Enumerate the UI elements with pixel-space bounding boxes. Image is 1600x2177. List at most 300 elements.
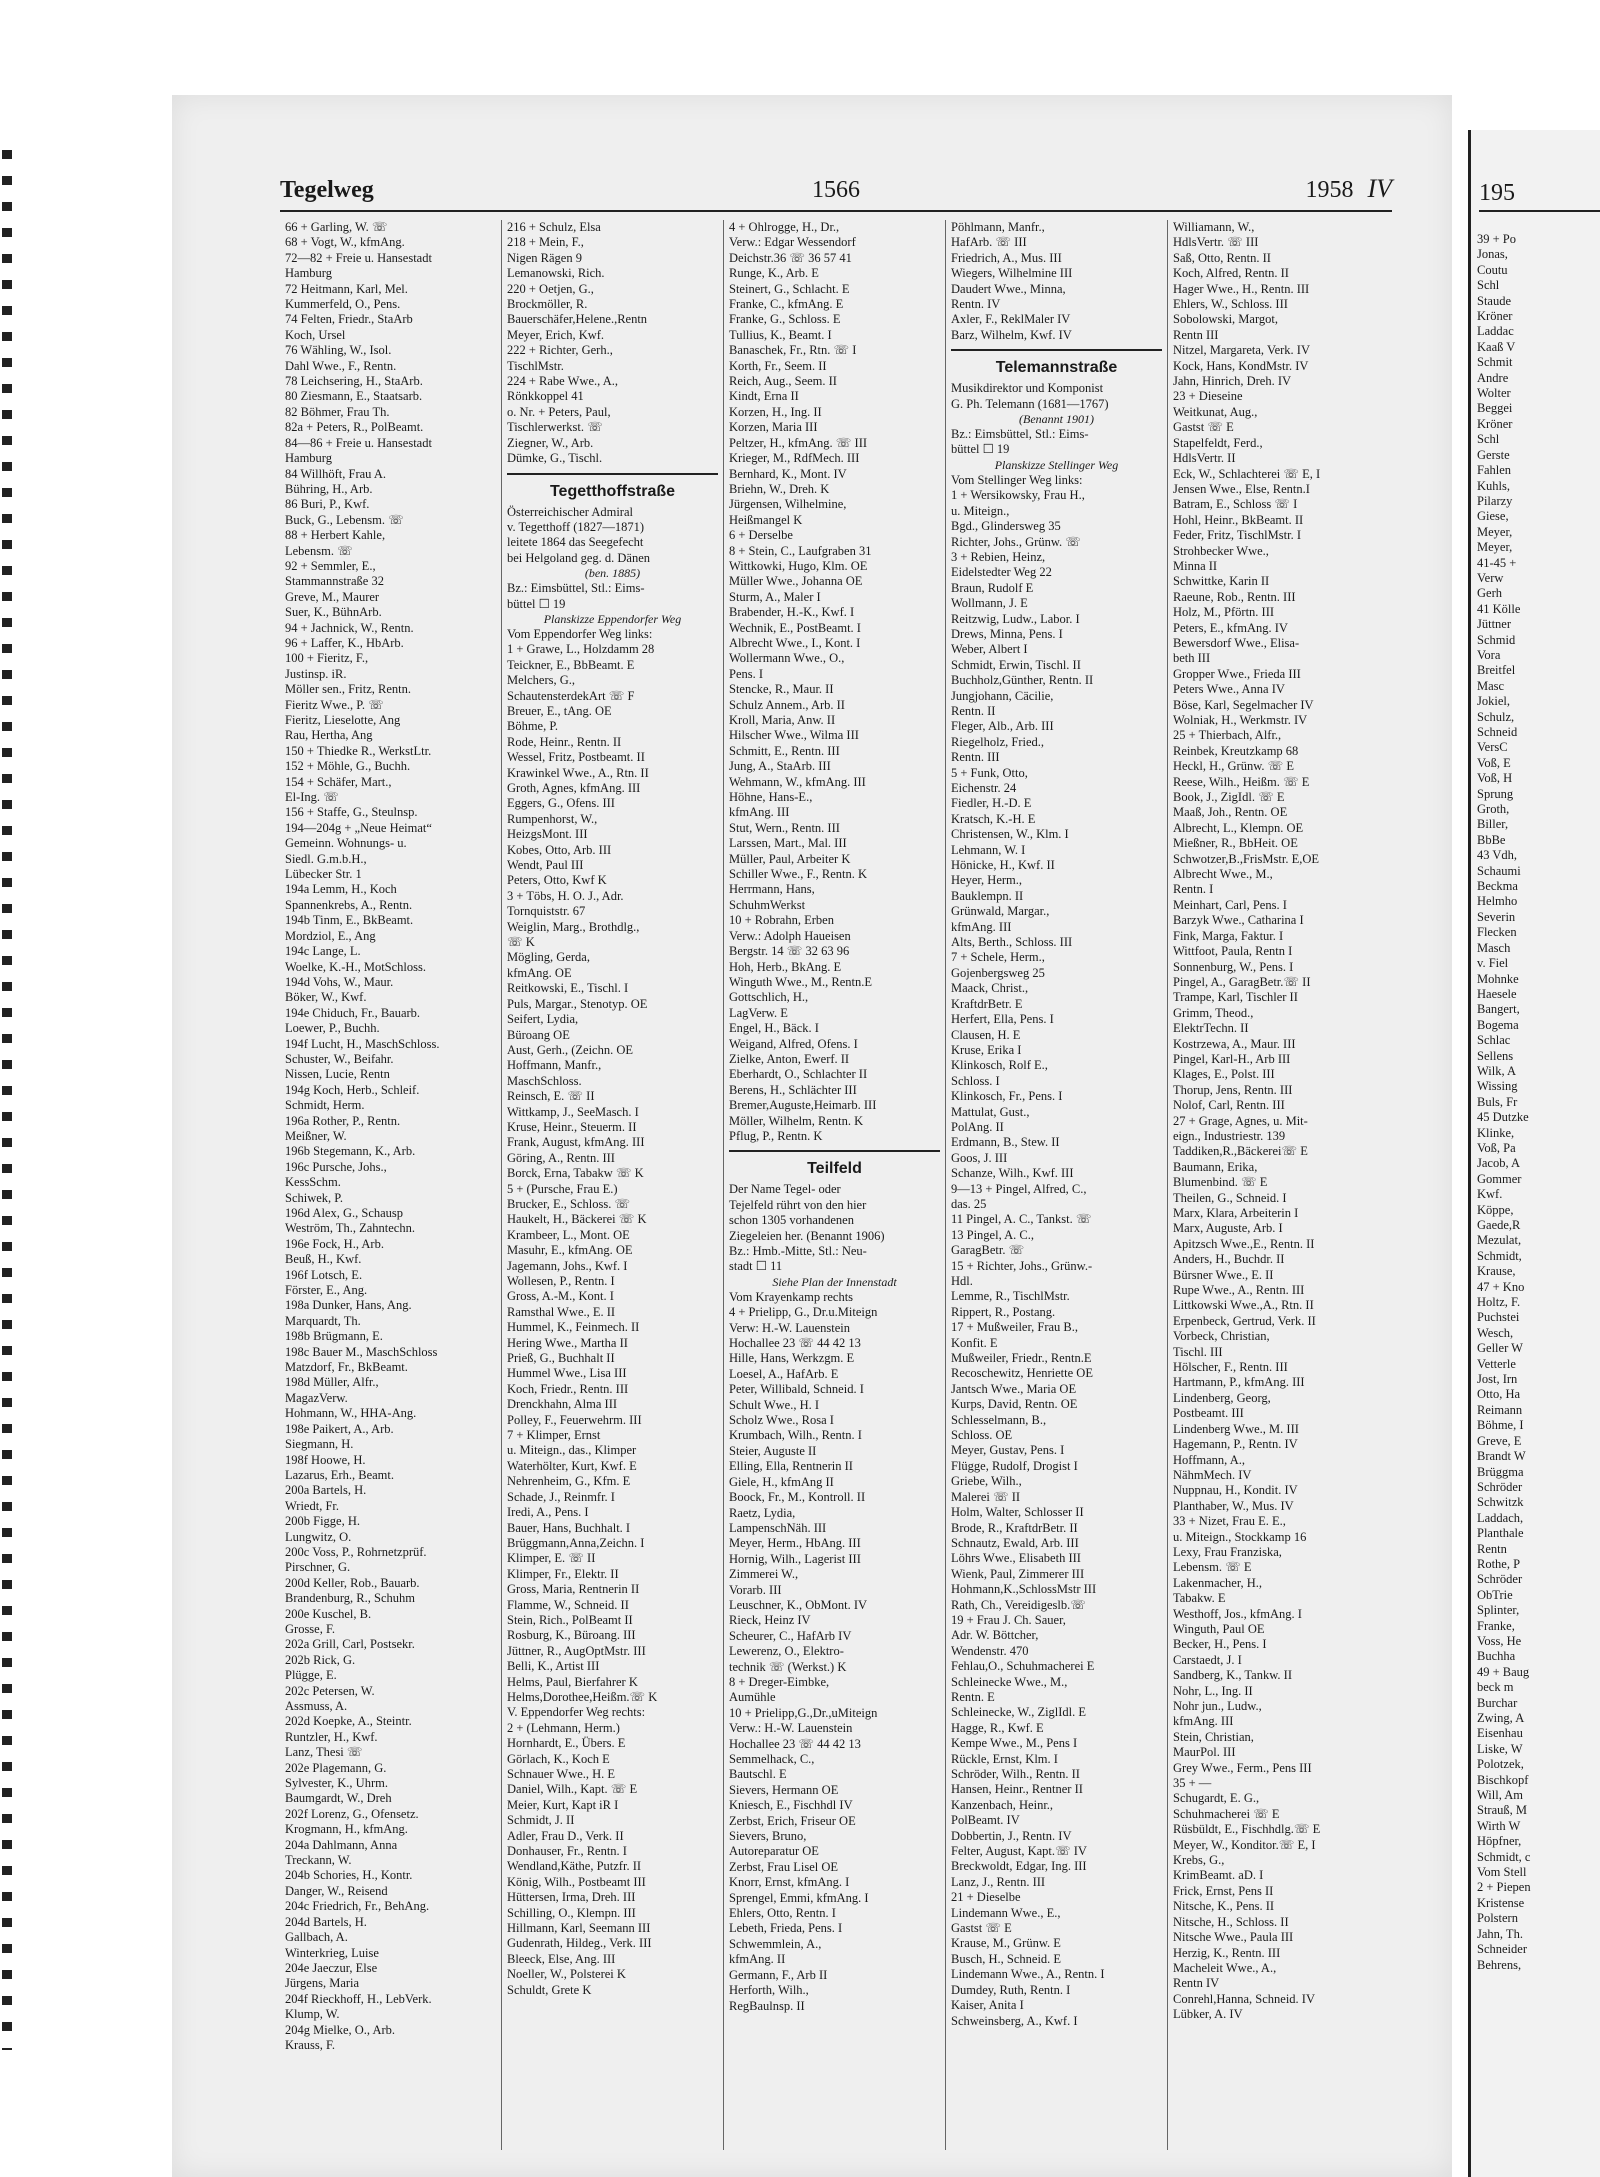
directory-entry: Ramsthal Wwe., E. II <box>507 1304 616 1319</box>
directory-entry: 4 + Prielipp, G., Dr.u.Miteign <box>729 1305 878 1320</box>
directory-entry: Lindemann Wwe., E., <box>951 1905 1061 1920</box>
directory-entry: o. Nr. + Peters, Paul, <box>507 404 611 419</box>
directory-entry: Tullius, K., Beamt. I <box>729 327 832 342</box>
directory-entry: Kruse, Erika I <box>951 1042 1022 1057</box>
directory-entry: Schwittke, Karin II <box>1173 574 1270 589</box>
year-text: 1958 <box>1305 177 1354 203</box>
adjacent-entry: Helmho <box>1477 894 1518 909</box>
directory-entry: Plügge, E. <box>285 1668 337 1683</box>
adjacent-entry: Mezulat, <box>1477 1233 1522 1248</box>
directory-entry: Schulz Annem., Arb. II <box>729 697 845 712</box>
directory-entry: 35 + — <box>1173 1776 1212 1791</box>
directory-entry: Hornig, Wilh., Lagerist III <box>729 1551 861 1566</box>
directory-entry: Schult Wwe., H. I <box>729 1397 820 1412</box>
directory-entry: Siegmann, H. <box>285 1437 354 1452</box>
directory-entry: Schwotzer,B.,FrisMstr. E,OE <box>1173 851 1320 866</box>
directory-entry: Löhrs Wwe., Elisabeth III <box>951 1551 1081 1566</box>
adjacent-entry: Meyer, <box>1477 524 1513 539</box>
directory-entry: Spannenkrebs, A., Rentn. <box>285 897 413 912</box>
directory-entry: Schloss. I <box>951 1073 1000 1088</box>
adjacent-entry: Coutu <box>1477 262 1508 277</box>
adjacent-entry: v. Fiel <box>1477 956 1509 971</box>
directory-entry: Knorr, Ernst, kfmAng. I <box>729 1875 850 1890</box>
directory-entry: Müller, Paul, Arbeiter K <box>729 851 851 866</box>
directory-entry: Krebs, G., <box>1173 1853 1225 1868</box>
directory-entry: Hering Wwe., Martha II <box>507 1335 628 1350</box>
directory-entry: Musikdirektor und Komponist <box>951 381 1104 396</box>
adjacent-entry: Mohnke <box>1477 971 1519 986</box>
directory-entry: Raeune, Rob., Rentn. III <box>1173 589 1296 604</box>
street-note: Siehe Plan der Innenstadt <box>772 1274 897 1289</box>
directory-entry: bei Helgoland geg. d. Dänen <box>507 550 651 565</box>
directory-entry: Polley, F., Feuerwehrm. III <box>507 1412 642 1427</box>
directory-entry: Lakenmacher, H., <box>1173 1575 1263 1590</box>
directory-entry: Wienk, Paul, Zimmerer III <box>951 1566 1085 1581</box>
directory-entry: Adler, Frau D., Verk. II <box>507 1828 624 1843</box>
directory-entry: Justinsp. iR. <box>285 666 347 681</box>
adjacent-entry: 2 + Piepen <box>1477 1880 1531 1895</box>
adjacent-entry: Voß, Pa <box>1477 1140 1516 1155</box>
directory-entry: Buck, G., Lebensm. ☏ <box>285 512 404 527</box>
directory-entry: Hansen, Heinr., Rentner II <box>951 1782 1083 1797</box>
directory-entry: Korzen, H., Ing. II <box>729 404 822 419</box>
adjacent-entry: Schl <box>1477 278 1500 293</box>
adjacent-entry: Brüggma <box>1477 1464 1524 1479</box>
directory-entry: LagVerw. E <box>729 1005 788 1020</box>
directory-entry: kfmAng. III <box>729 805 790 820</box>
directory-entry: Konfit. E <box>951 1335 998 1350</box>
directory-entry: Woelke, K.-H., MotSchloss. <box>285 959 426 974</box>
adjacent-entry: Schl <box>1477 432 1500 447</box>
directory-entry: 200a Bartels, H. <box>285 1483 367 1498</box>
directory-entry: technik ☏ (Werkst.) K <box>729 1659 847 1674</box>
directory-entry: Melchers, G., <box>507 673 576 688</box>
directory-entry: 84 Willhöft, Frau A. <box>285 466 387 481</box>
directory-entry: Jagemann, Johs., Kwf. I <box>507 1258 628 1273</box>
directory-entry: Koch, Alfred, Rentn. II <box>1173 266 1289 281</box>
adjacent-entry: Gaede,R <box>1477 1218 1521 1232</box>
adjacent-entry: Laddach, <box>1477 1510 1524 1525</box>
directory-entry: Nissen, Lucie, Rentn <box>285 1067 390 1082</box>
directory-entry: Tornquiststr. 67 <box>507 904 586 919</box>
directory-entry: Hüttersen, Irma, Dreh. III <box>507 1890 636 1905</box>
adjacent-entry: Schröder <box>1477 1572 1523 1587</box>
adjacent-entry: Bangert, <box>1477 1002 1520 1017</box>
directory-entry: Höhne, Hans-E., <box>729 790 813 805</box>
adjacent-entry: Laddac <box>1477 324 1514 339</box>
directory-entry: Böse, Karl, Segelmacher IV <box>1173 697 1314 712</box>
adjacent-entry: Kröner <box>1477 309 1513 324</box>
directory-entry: Daudert Wwe., Minna, <box>951 281 1066 296</box>
directory-entry: Rode, Heinr., Rentn. II <box>507 734 622 749</box>
directory-entry: Malerei ☏ II <box>951 1489 1021 1504</box>
adjacent-entry: Schlac <box>1477 1033 1511 1048</box>
directory-entry: Riegelholz, Fried., <box>951 734 1045 749</box>
directory-entry: Holm, Walter, Schlosser II <box>951 1505 1084 1520</box>
directory-entry: Seifert, Lydia, <box>507 1012 579 1027</box>
street-note: (ben. 1885) <box>584 566 641 581</box>
directory-entry: 27 + Grage, Agnes, u. Mit- <box>1173 1113 1308 1128</box>
directory-entry: Teickner, E., BbBeamt. E <box>507 657 635 672</box>
directory-entry: Sandberg, K., Tankw. II <box>1173 1668 1293 1683</box>
directory-entry: 1 + Wersikowsky, Frau H., <box>951 488 1085 503</box>
adjacent-entry: Rentn <box>1477 1541 1507 1556</box>
directory-entry: Verw.: Adolph Haueisen <box>729 928 851 943</box>
directory-entry: Lebensm. ☏ <box>285 543 353 558</box>
directory-entry: Wendt, Paul III <box>507 858 584 873</box>
directory-entry: Griebe, Wilh., <box>951 1474 1022 1489</box>
directory-entry: Winterkrieg, Luise <box>285 1945 379 1960</box>
directory-entry: Rentn. I <box>1173 882 1214 897</box>
adjacent-entry: Kwf. <box>1477 1187 1503 1202</box>
directory-entry: Sievers, Bruno, <box>729 1829 807 1844</box>
directory-entry: Lübecker Str. 1 <box>285 867 362 882</box>
directory-entry: Schanze, Wilh., Kwf. III <box>951 1166 1074 1181</box>
adjacent-entry: Voß, E <box>1477 755 1511 770</box>
adjacent-entry: Masch <box>1477 940 1511 955</box>
directory-entry: Friedrich, A., Mus. III <box>951 250 1062 265</box>
adjacent-entry: Wesch, <box>1477 1325 1514 1340</box>
directory-entry: Kratsch, K.-H. E <box>951 811 1036 826</box>
directory-entry: PolAng. II <box>951 1119 1004 1134</box>
directory-entry: Fleger, Alb., Arb. III <box>951 719 1054 734</box>
directory-entry: 96 + Laffer, K., HbArb. <box>285 635 404 650</box>
directory-entry: Eichenstr. 24 <box>951 781 1017 795</box>
directory-entry: Gross, A.-M., Kont. I <box>507 1289 614 1304</box>
directory-entry: Lindenberg Wwe., M. III <box>1173 1421 1299 1436</box>
directory-entry: Minna II <box>1173 558 1218 573</box>
adjacent-entry: Buchha <box>1477 1649 1516 1664</box>
directory-entry: 6 + Derselbe <box>729 528 793 543</box>
directory-entry: SchautensterdekArt ☏ F <box>507 688 635 703</box>
directory-entry: Felter, August, Kapt.☏ IV <box>951 1844 1087 1859</box>
directory-entry: 23 + Dieseine <box>1173 389 1243 404</box>
directory-entry: Büroang OE <box>507 1027 570 1042</box>
directory-entry: Hölscher, F., Rentn. III <box>1173 1360 1288 1375</box>
directory-entry: Bauklempn. II <box>951 888 1024 903</box>
directory-entry: Stammannstraße 32 <box>285 574 384 589</box>
adjacent-entry: Will, Am <box>1477 1788 1524 1803</box>
directory-entry: MagazVerw. <box>285 1390 348 1405</box>
adjacent-entry: Geller W <box>1477 1341 1523 1356</box>
directory-entry: Schnauer Wwe., H. E <box>507 1767 616 1781</box>
directory-entry: Gojenbergsweg 25 <box>951 965 1045 980</box>
directory-entry: 19 + Frau J. Ch. Sauer, <box>951 1612 1066 1627</box>
directory-entry: Grimm, Theod., <box>1173 1005 1254 1020</box>
adjacent-entry: Wilk, A <box>1477 1063 1517 1078</box>
directory-entry: 196a Rother, P., Rentn. <box>285 1113 401 1128</box>
directory-entry: Schwemmlein, A., <box>729 1936 822 1951</box>
directory-entry: Verw: H.-W. Lauenstein <box>729 1320 851 1335</box>
directory-entry: Frick, Ernst, Pens II <box>1173 1883 1274 1898</box>
directory-entry: Kniesch, E., Fischhdl IV <box>729 1798 853 1813</box>
adjacent-entry: Haesele <box>1477 986 1517 1001</box>
directory-entry: Sylvester, K., Uhrm. <box>285 1776 388 1791</box>
directory-entry: Briehn, W., Dreh. K <box>729 481 830 496</box>
directory-entry: Richter, Johs., Grünw. ☏ <box>951 534 1081 549</box>
directory-entry: 204b Schories, H., Kontr. <box>285 1868 413 1883</box>
directory-entry: 7 + Schele, Herm., <box>951 950 1045 965</box>
directory-entry: kfmAng. III <box>1173 1714 1234 1729</box>
directory-entry: Klinkosch, Rolf E., <box>951 1058 1048 1073</box>
directory-entry: 150 + Thiedke R., WerkstLtr. <box>285 743 432 758</box>
directory-entry: Schröder, Wilh., Rentn. II <box>951 1767 1080 1781</box>
directory-entry: 15 + Richter, Johs., Grünw.- <box>951 1258 1093 1273</box>
adjacent-entry: 41-45 + <box>1477 555 1517 570</box>
directory-entry: KessSchm. <box>285 1175 341 1190</box>
directory-entry: Sprengel, Emmi, kfmAng. I <box>729 1890 869 1905</box>
column-1 <box>280 220 502 2150</box>
directory-entry: Baumann, Erika, <box>1173 1159 1258 1174</box>
adjacent-entry: Polstern <box>1477 1911 1518 1926</box>
directory-entry: Bauer, Hans, Buchhalt. I <box>507 1520 631 1535</box>
directory-entry: Rippert, R., Postang. <box>951 1304 1056 1319</box>
directory-entry: 78 Leichsering, H., StaArb. <box>285 374 423 389</box>
directory-entry: Hagge, R., Kwf. E <box>951 1720 1044 1735</box>
directory-entry: 194b Tinm, E., BkBeamt. <box>285 913 414 928</box>
directory-entry: Rentn III <box>1173 327 1219 342</box>
directory-entry: 198a Dunker, Hans, Ang. <box>285 1298 412 1313</box>
directory-entry: Schade, J., Reinmfr. I <box>507 1489 615 1504</box>
directory-entry: 11 Pingel, A. C., Tankst. ☏ <box>951 1212 1092 1227</box>
adjacent-entry: Brandt W <box>1477 1449 1526 1464</box>
adjacent-entry: Giese, <box>1477 509 1509 524</box>
directory-entry: Schleinecke, W., ZiglIdl. E <box>951 1705 1087 1720</box>
directory-entry: Blumenbind. ☏ E <box>1173 1175 1268 1190</box>
adjacent-entry: VersC <box>1477 740 1508 755</box>
adjacent-entry: Jonas, <box>1477 247 1508 262</box>
directory-entry: Zielke, Anton, Ewerf. II <box>729 1051 850 1066</box>
directory-entry: Mießner, R., BbHeit. OE <box>1173 836 1298 851</box>
adjacent-entry: Schmid <box>1477 632 1516 647</box>
directory-entry: Peter, Willibald, Schneid. I <box>729 1382 864 1397</box>
directory-entry: Hoffmann, A., <box>1173 1452 1245 1467</box>
directory-entry: Nitzel, Margareta, Verk. IV <box>1173 343 1310 358</box>
directory-entry: Lewerenz, O., Elektro- <box>729 1644 844 1659</box>
adjacent-entry: Sellens <box>1477 1048 1514 1063</box>
directory-entry: 10 + Prielipp,G.,Dr.,uMiteign <box>729 1705 878 1720</box>
adjacent-entry: Liske, W <box>1477 1741 1523 1756</box>
directory-entry: Wollesen, P., Rentn. I <box>507 1274 615 1288</box>
directory-entry: Möller, Wilhelm, Rentn. K <box>729 1113 864 1128</box>
directory-entry: Reinbek, Kreutzkamp 68 <box>1173 743 1299 758</box>
directory-entry: Autoreparatur OE <box>729 1844 819 1859</box>
directory-entry: Heckl, H., Grünw. ☏ E <box>1173 759 1295 774</box>
adjacent-entry: Kristense <box>1477 1895 1525 1910</box>
directory-entry: 204a Dahlmann, Anna <box>285 1837 398 1852</box>
directory-entry: 216 + Schulz, Elsa <box>507 220 601 234</box>
directory-entry: Fieritz, Lieselotte, Ang <box>285 713 401 727</box>
directory-entry: 86 Buri, P., Kwf. <box>285 497 370 512</box>
directory-entry: Bautschl. E <box>729 1767 787 1782</box>
directory-entry: Kobes, Otto, Arb. III <box>507 842 612 857</box>
directory-entry: Weber, Albert I <box>951 642 1028 657</box>
adjacent-page-header: 195 <box>1479 180 1600 212</box>
directory-entry: stadt ☐ 11 <box>729 1259 783 1274</box>
directory-entry: 200e Kuschel, B. <box>285 1606 372 1621</box>
directory-entry: Bz.: Eimsbüttel, Stl.: Eims- <box>507 581 645 596</box>
directory-entry: Krieger, M., RdfMech. III <box>729 451 860 466</box>
directory-entry: Krambeer, L., Mont. OE <box>507 1227 630 1242</box>
directory-entry: 17 + Mußweiler, Frau B., <box>951 1320 1079 1335</box>
directory-entry: Lazarus, Erh., Beamt. <box>285 1467 394 1482</box>
adjacent-entry: Schaumi <box>1477 863 1521 878</box>
directory-entry: Breckwoldt, Edgar, Ing. III <box>951 1859 1087 1874</box>
directory-entry: Krawinkel Wwe., A., Rtn. II <box>507 765 649 780</box>
directory-entry: KraftdrBetr. E <box>951 996 1023 1011</box>
directory-entry: Matzdorf, Fr., BkBeamt. <box>285 1360 408 1375</box>
adjacent-entry: 43 Vdh, <box>1477 848 1518 863</box>
directory-entry: Hartmann, P., kfmAng. III <box>1173 1375 1305 1390</box>
directory-entry: Schnautz, Ewald, Arb. III <box>951 1535 1079 1550</box>
adjacent-entry: Andre <box>1477 370 1509 385</box>
directory-entry: Kindt, Erna II <box>729 389 799 404</box>
directory-entry: Franke, C., kfmAng. E <box>729 297 844 312</box>
directory-entry: 196d Alex, G., Schausp <box>285 1206 404 1220</box>
directory-entry: Masuhr, E., kfmAng. OE <box>507 1243 633 1258</box>
directory-entry: Leuschner, K., ObMont. IV <box>729 1597 868 1612</box>
directory-entry: Pens. I <box>729 666 764 681</box>
directory-entry: Weiglin, Marg., Brothdlg., <box>507 919 640 934</box>
directory-entry: HeizgsMont. III <box>507 827 588 842</box>
directory-entry: Herzig, K., Rentn. III <box>1173 1945 1281 1960</box>
directory-entry: Deichstr.36 ☏ 36 57 41 <box>729 250 852 265</box>
directory-entry: Macheleit Wwe., A., <box>1173 1960 1277 1975</box>
adjacent-entry: Pilarzy <box>1477 493 1513 508</box>
directory-entry: Flügge, Rudolf, Drogist I <box>951 1458 1078 1473</box>
directory-entry: Meyer, W., Konditor.☏ E, I <box>1173 1837 1316 1852</box>
directory-entry: 84—86 + Freie u. Hansestadt <box>285 435 432 450</box>
directory-entry: 198b Brügmann, E. <box>285 1329 383 1344</box>
directory-entry: Jürgens, Maria <box>285 1976 360 1991</box>
directory-entry: Tejelfeld rührt von den hier <box>729 1197 867 1212</box>
directory-entry: ☏ K <box>507 935 535 950</box>
directory-entry: Gallbach, A. <box>285 1930 348 1945</box>
directory-entry: das. 25 <box>951 1196 987 1211</box>
directory-entry: Baumgardt, W., Dreh <box>285 1791 392 1806</box>
directory-entry: Puls, Margar., Stenotyp. OE <box>507 996 648 1011</box>
directory-entry: 194a Lemm, H., Koch <box>285 882 397 897</box>
directory-entry: Klimper, Fr., Elektr. II <box>507 1566 619 1581</box>
directory-entry: Hamburg <box>285 451 332 466</box>
directory-entry: Brode, R., KraftdrBetr. II <box>951 1520 1078 1535</box>
directory-entry: Recoschewitz, Henriette OE <box>951 1366 1093 1381</box>
directory-entry: Jensen Wwe., Else, Rentn.I <box>1173 481 1310 496</box>
directory-entry: 4 + Ohlrogge, H., Dr., <box>729 220 840 234</box>
directory-entry: Weigand, Alfred, Ofens. I <box>729 1036 858 1051</box>
page-street-title: Tegelweg <box>280 177 374 203</box>
directory-entry: 224 + Rabe Wwe., A., <box>507 374 618 389</box>
directory-entry: Eggers, G., Ofens. III <box>507 796 615 811</box>
directory-entry: Bgd., Glindersweg 35 <box>951 519 1061 534</box>
directory-entry: Herforth, Wilh., <box>729 1983 809 1998</box>
adjacent-entry: ObTrie <box>1477 1587 1513 1602</box>
directory-entry: Heißmangel K <box>729 512 803 527</box>
directory-entry: Larssen, Mart., Mal. III <box>729 836 847 851</box>
adjacent-entry: Sprung <box>1477 786 1514 801</box>
directory-entry: 196c Pursche, Johs., <box>285 1159 387 1174</box>
directory-entry: Wessel, Fritz, Postbeamt. II <box>507 750 645 765</box>
directory-entry: KrimBeamt. aD. I <box>1173 1868 1264 1883</box>
directory-entry: 74 Felten, Friedr., StaArb <box>285 312 413 327</box>
adjacent-entry: 49 + Baug <box>1477 1664 1530 1679</box>
directory-entry: 200d Keller, Rob., Bauarb. <box>285 1575 420 1590</box>
directory-entry: Lindenberg, Georg, <box>1173 1390 1271 1405</box>
directory-entry: Erdmann, B., Stew. II <box>951 1135 1060 1150</box>
directory-entry: LampenschNäh. III <box>729 1520 827 1535</box>
directory-entry: 200b Figge, H. <box>285 1514 360 1529</box>
directory-entry: 198d Müller, Alfr., <box>285 1375 379 1390</box>
directory-entry: Danger, W., Reisend <box>285 1883 388 1898</box>
page-number: 1566 <box>812 177 860 203</box>
directory-entry: Gropper Wwe., Frieda III <box>1173 666 1301 681</box>
directory-entry: Tischlerwerkst. ☏ <box>507 420 603 435</box>
directory-entry: Ehlers, Otto, Rentn. I <box>729 1906 836 1921</box>
directory-entry: Gastst ☏ E <box>1173 420 1234 435</box>
directory-entry: 2 + (Lehmann, Herm.) <box>507 1720 620 1735</box>
directory-entry: 198e Paikert, A., Arb. <box>285 1421 394 1436</box>
directory-entry: Strohbecker Wwe., <box>1173 543 1269 558</box>
adjacent-entry: Beckma <box>1477 879 1518 894</box>
directory-entry: Engel, H., Bäck. I <box>729 1021 819 1036</box>
adjacent-entry: Bischkopf <box>1477 1772 1529 1787</box>
directory-entry: Weström, Th., Zahntechn. <box>285 1221 415 1236</box>
directory-entry: Ziegner, W., Arb. <box>507 435 594 450</box>
directory-entry: Lungwitz, O. <box>285 1529 352 1544</box>
directory-entry: 92 + Semmler, E., <box>285 558 376 573</box>
directory-entry: Semmelhack, C., <box>729 1752 815 1766</box>
adjacent-entry: Gommer <box>1477 1171 1522 1186</box>
directory-entry: Schlesselmann, B., <box>951 1412 1047 1427</box>
directory-entry: Dümke, G., Tischl. <box>507 451 603 466</box>
directory-entry: Adr. W. Böttcher, <box>951 1628 1039 1643</box>
directory-entry: Schuster, W., Beifahr. <box>285 1051 394 1066</box>
directory-entry: kfmAng. II <box>729 1952 786 1967</box>
directory-entry: Pingel, Karl-H., Arb III <box>1173 1051 1291 1066</box>
directory-entry: Brabender, H.-K., Kwf. I <box>729 605 855 620</box>
directory-entry: 194—204g + „Neue Heimat“ <box>285 820 432 835</box>
directory-entry: Hummel Wwe., Lisa III <box>507 1366 627 1381</box>
directory-entry: Jantsch Wwe., Maria OE <box>951 1381 1077 1396</box>
directory-entry: Runge, K., Arb. E <box>729 266 819 281</box>
adjacent-entry: Schmidt, <box>1477 1248 1522 1263</box>
directory-entry: 198f Hoowe, H. <box>285 1452 366 1467</box>
directory-entry: Sievers, Hermann OE <box>729 1782 839 1797</box>
directory-entry: Stencke, R., Maur. II <box>729 682 834 697</box>
directory-entry: 72—82 + Freie u. Hansestadt <box>285 250 432 265</box>
directory-entry: Hamburg <box>285 266 332 281</box>
directory-entry: Hille, Hans, Werkzgm. E <box>729 1351 855 1366</box>
directory-entry: König, Wilh., Postbeamt III <box>507 1874 646 1889</box>
directory-entry: Nolof, Carl, Rentn. III <box>1173 1098 1285 1113</box>
directory-entry: 204d Bartels, H. <box>285 1914 367 1929</box>
adjacent-entry: Staude <box>1477 293 1512 308</box>
directory-entry: Planthaber, W., Mus. IV <box>1173 1498 1294 1513</box>
directory-entry: Helms, Paul, Bierfahrer K <box>507 1674 638 1689</box>
scan-margin <box>0 0 172 2177</box>
directory-entry: Eberhardt, O., Schlachter II <box>729 1067 868 1082</box>
directory-entry: Vorbeck, Christian, <box>1173 1329 1270 1344</box>
directory-entry: Klinkosch, Fr., Pens. I <box>951 1089 1063 1104</box>
directory-entry: Müller Wwe., Johanna OE <box>729 574 863 589</box>
directory-entry: Lebeth, Frieda, Pens. I <box>729 1921 843 1936</box>
directory-entry: Hilscher Wwe., Wilma III <box>729 728 859 743</box>
directory-entry: Schloss. OE <box>951 1428 1013 1443</box>
directory-entry: Breuer, E., tAng. OE <box>507 703 612 718</box>
adjacent-entry: Fahlen <box>1477 463 1512 478</box>
directory-entry: Lemanowski, Rich. <box>507 266 605 281</box>
directory-entry: Böker, W., Kwf. <box>285 990 367 1005</box>
